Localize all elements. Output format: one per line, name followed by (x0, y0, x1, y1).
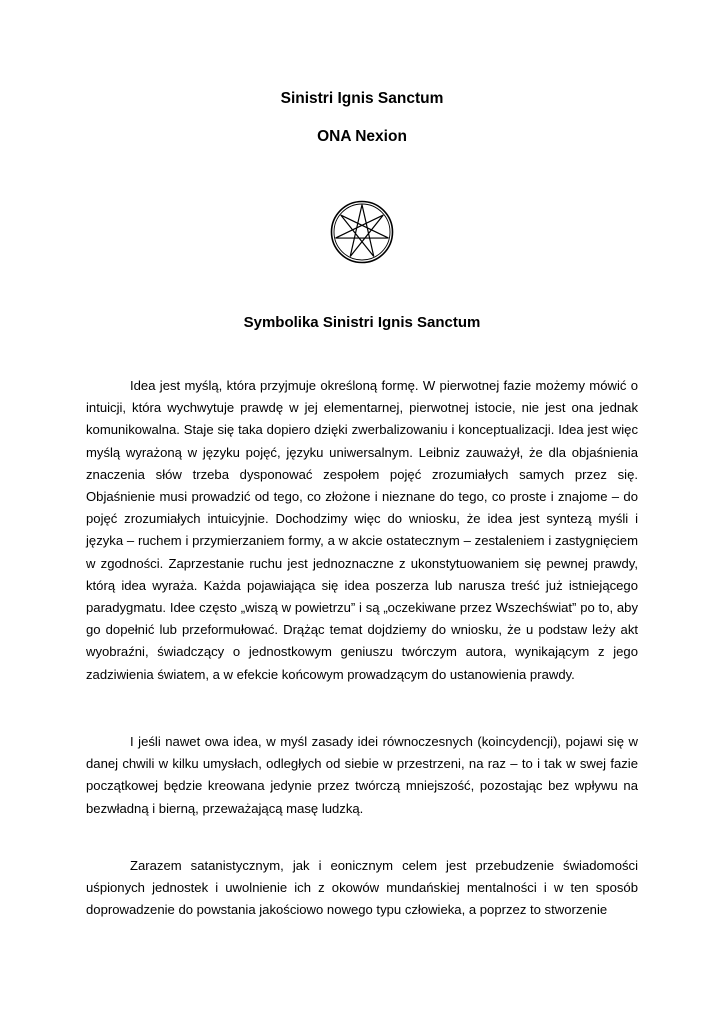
section-heading: Symbolika Sinistri Ignis Sanctum (243, 314, 481, 331)
body-paragraph: I jeśli nawet owa idea, w myśl zasady idei równoczesnych (koincydencji), pojawi się w danej chwili w kilku umysłach, odległych od siebie w przestrzeni, na raz – to i tak w swej fazie początkowej będzie kreowana jedynie przez twórczą mniejszość, pozostając bez wpływu na bezwładną i bierną, przeważającą masę ludzką. (86, 734, 638, 816)
septagram-in-circle-icon (330, 200, 394, 264)
body-paragraph: Zarazem satanistycznym, jak i eonicznym celem jest przebudzenie świadomości uśpionych jednostek i uwolnienie ich z okowów mundańskiej mentalności i w ten sposób doprowadzenie do powstania jakościowo nowego typu człowieka, a poprzez to stworzenie (86, 858, 638, 918)
body-paragraph: Idea jest myślą, która przyjmuje określoną formę. W pierwotnej fazie możemy mówić o intuicji, która wychwytuje prawdę w jej elementarnej, pierwotnej istocie, nie jest ona jednak komunikowalna. Staje się taka dopiero dzięki zwerbalizowaniu i konceptualizacji. Idea jest więc myślą wyrażoną w języku pojęć, języku uniwersalnym. Leibniz zauważył, że dla objaśnienia znaczenia słów trzeba dysponować zespołem pojęć zrozumiałych samych przez się. Objaśnienie musi prowadzić od tego, co złożone i nieznane do tego, co proste i znajome – do pojęć zrozumiałych intuicyjnie. Dochodzimy więc do wniosku, że idea jest syntezą myśli i języka – ruchem i przymierzaniem formy, a w akcie ostatecznym – zestaleniem i zastygnięciem w zgodności. Zaprzestanie ruchu jest jednoznaczne z ukonstytuowaniem się pewnej prawdy, którą idea wyraża. Każda pojawiająca się idea poszerza lub narusza treść już istniejącego paradygmatu. Idee często „wiszą w powietrzu” i są „oczekiwane przez Wszechświat” po to, aby go dopełnić lub przeformułować. Drążąc temat dojdziemy do wniosku, że u podstaw leży akt wyobraźni, świadczący o jednostkowym geniuszu twórczym autora, wynikającym z jego zadziwienia światem, a w efekcie końcowym prowadzącym do ustanowienia prawdy. (86, 378, 638, 682)
document-title: Sinistri Ignis Sanctum (280, 90, 444, 107)
document-subtitle: ONA Nexion (317, 128, 407, 145)
